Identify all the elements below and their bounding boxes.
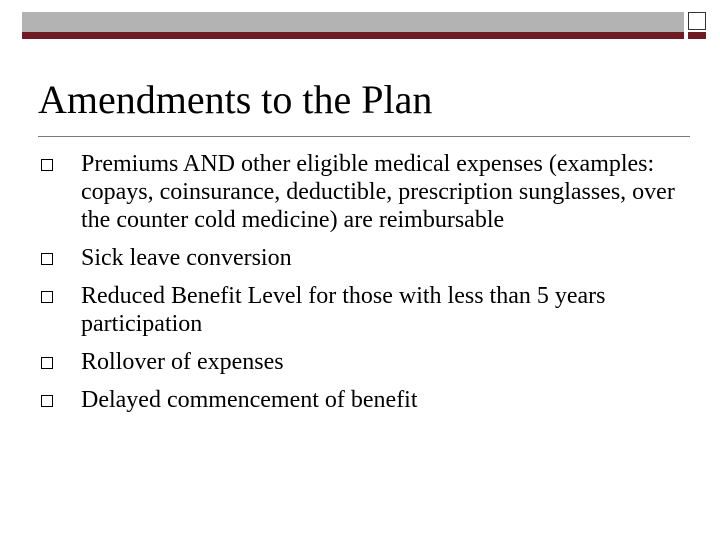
hollow-square-bullet-icon bbox=[41, 291, 53, 303]
bullet-text: Reduced Benefit Level for those with less than 5 years participation bbox=[81, 283, 606, 337]
bullet-text: Premiums AND other eligible medical expenses (examples: copays, coinsurance, deductible, prescription sunglasses, over the counter cold medicine) are reimbursable bbox=[81, 151, 675, 233]
slide-title: Amendments to the Plan bbox=[38, 77, 433, 122]
hollow-square-bullet-icon bbox=[41, 159, 53, 171]
header-band bbox=[22, 12, 684, 32]
bullet-list bbox=[38, 150, 678, 424]
hollow-square-bullet-icon bbox=[41, 253, 53, 265]
bullet-text: Rollover of expenses bbox=[81, 349, 284, 375]
bullet-item-sick-leave bbox=[38, 244, 678, 272]
bullet-item-eligible-expenses bbox=[38, 150, 678, 234]
bullet-item-reduced-benefit bbox=[38, 282, 678, 338]
bullet-text: Sick leave conversion bbox=[81, 245, 292, 271]
corner-square-decoration bbox=[688, 12, 706, 30]
title-underline bbox=[38, 136, 690, 137]
hollow-square-bullet-icon bbox=[41, 395, 53, 407]
header-accent-rule bbox=[22, 32, 684, 39]
bullet-text: Delayed commencement of benefit bbox=[81, 387, 418, 413]
corner-accent-rule bbox=[688, 32, 706, 39]
bullet-item-delayed-commencement bbox=[38, 386, 678, 414]
hollow-square-bullet-icon bbox=[41, 357, 53, 369]
bullet-item-rollover bbox=[38, 348, 678, 376]
